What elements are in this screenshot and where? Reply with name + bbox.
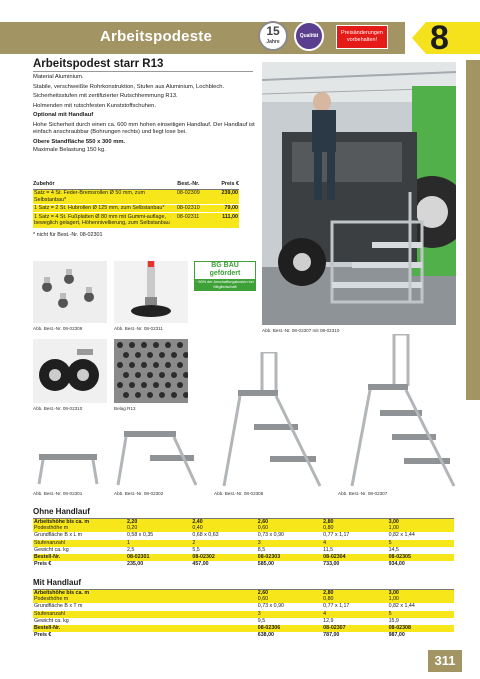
warranty-seal-icon: [258, 21, 288, 51]
cell: 08-02304: [323, 553, 346, 560]
cell: 3: [257, 610, 261, 617]
row-label: Grundfläche B x T m: [34, 603, 83, 610]
header-value: 2,20: [127, 519, 138, 525]
cell: 08-02303: [257, 553, 281, 560]
row-label: Bestell-Nr.: [34, 624, 61, 631]
castor-wheels-image: [33, 261, 107, 323]
header-value: 2,40: [192, 519, 203, 525]
cell: 0,82 x 1,44: [388, 603, 415, 610]
cell: 14,5: [388, 546, 399, 553]
table-row: [33, 540, 454, 547]
header-label: Arbeitshöhe bis ca. m: [34, 590, 90, 596]
table-row: [33, 547, 454, 554]
page-number: 311: [428, 650, 462, 672]
castor-set-photo: [33, 261, 107, 323]
header-value: 2,80: [323, 590, 334, 596]
table-row: [33, 532, 454, 539]
cell: 0,73 x 0,90: [257, 603, 284, 610]
table-row: [33, 603, 454, 610]
option-title: Optional mit Handlauf: [33, 112, 94, 119]
bg-bau-title: BG BAU gefördert: [194, 261, 256, 279]
accessory-number: 08-02310: [176, 205, 200, 212]
cell: 0,80: [323, 525, 334, 532]
spec-table-mit: [33, 589, 454, 639]
feet-text: Holmenden mit rutschfesten Kunststoffschuhen.: [33, 102, 156, 109]
chapter-number: 8: [430, 19, 449, 57]
row-label: Preis €: [34, 561, 52, 568]
cell: [192, 625, 257, 632]
lift-wheels-image: [33, 339, 107, 403]
caption-step-3: Abb. Best.-Nr. 08-02306: [214, 491, 264, 496]
cell: 11,5: [323, 546, 334, 553]
seal-years: 15: [266, 23, 280, 38]
material-text: Material Aluminium.: [33, 74, 84, 80]
cell: 2: [192, 539, 196, 546]
step-2-image: [114, 425, 200, 488]
cell: 0,73 x 0,90: [257, 532, 284, 539]
accessory-price: 239,00: [221, 190, 239, 197]
cell: [192, 618, 257, 625]
main-product-photo: [262, 62, 456, 325]
construction-text: Stabile, verschweißte Rohrkonstruktion, Stufen aus Aluminium, Lochblech.: [33, 83, 225, 90]
cell: 08-02302: [192, 553, 215, 560]
accessory-note: * nicht für Best.-Nr. 08-02301: [33, 231, 103, 238]
table-row: [33, 596, 454, 603]
table-row: [33, 611, 454, 618]
cell: 0,58 x 0,35: [127, 532, 154, 539]
accessory-header-name: Zubehör: [33, 181, 55, 187]
cell: 0,40: [192, 525, 203, 532]
table-row: [33, 213, 239, 228]
cell: 12,9: [323, 617, 334, 624]
cell: 733,00: [323, 561, 340, 568]
cell: 0,60: [257, 596, 269, 603]
cell: 1,00: [388, 596, 399, 603]
table-row: [33, 632, 454, 639]
table-header-row: [33, 589, 454, 596]
header-label: Arbeitshöhe bis ca. m: [34, 519, 90, 525]
table-row: [33, 561, 454, 568]
cell: 987,00: [388, 632, 405, 639]
cell: 8,5: [257, 546, 266, 553]
table-row: [33, 618, 454, 625]
bg-bau-badge: [194, 261, 256, 293]
cell: 934,00: [388, 561, 405, 568]
caption-step-4: Abb. Best.-Nr. 08-02307: [338, 491, 388, 496]
row-label: Grundfläche B x L m: [34, 532, 83, 539]
caption-step-2: Abb. Best.-Nr. 08-02302: [114, 491, 164, 496]
cell: 5: [388, 539, 392, 546]
cell: 3: [257, 539, 261, 546]
cell: 4: [323, 539, 327, 546]
option-text: Hohe Sicherheit durch einen ca. 600 mm hohen einseitigen Handlauf. Der Handlauf ist einfach anschraubbar (Bohrungen rechts) und liegt lose bei.: [33, 121, 255, 136]
cell: 5: [388, 610, 392, 617]
price-change-note: Preisänderungen vorbehalten!: [336, 25, 388, 49]
header-value: 2,60: [257, 519, 269, 525]
table-row: [33, 554, 454, 561]
page-header: [0, 0, 480, 58]
accessory-name: 1 Satz = 2 St. Hubrollen Ø 125 mm, zum Selbstanbau*: [34, 205, 165, 212]
product-title: Arbeitspodest starr R13: [33, 58, 164, 70]
cell: 5,5: [192, 546, 200, 553]
product-description: [33, 74, 255, 156]
cell: 787,00: [323, 632, 340, 639]
table-row: [33, 205, 239, 214]
bg-bau-text: ~50% der Anschaffungskosten bei Mitgliedschaft: [194, 279, 256, 291]
cell: 638,00: [257, 632, 274, 639]
table-row: [33, 625, 454, 632]
title-divider: [33, 71, 253, 72]
header-value: 2,60: [257, 590, 269, 596]
cell: 1,00: [388, 525, 399, 532]
perforated-tread-image: [114, 339, 188, 403]
table-title-ohne: Ohne Handlauf: [33, 507, 90, 516]
row-label: Stufenanzahl: [34, 610, 65, 617]
cell: [192, 611, 257, 618]
cell: [127, 625, 192, 632]
foot-plate-image: [114, 261, 188, 323]
caption-foot-plate: Abb. Best.-Nr. 08-02311: [114, 326, 163, 331]
cell: 4: [323, 610, 327, 617]
table-title-mit: Mit Handlauf: [33, 578, 81, 587]
cell: 0,20: [127, 525, 138, 532]
accessory-name: 1 Satz = 4 St. Fußplatten Ø 80 mm mit Gummi-auflage, beweglich gelagert, Höhennivellierung, zum Selbstanbau: [34, 213, 170, 227]
cell: 457,00: [192, 561, 209, 568]
row-label: Stufenanzahl: [34, 539, 65, 546]
row-label: Podesthöhe m: [34, 525, 69, 532]
accessory-number: 08-02309: [176, 190, 200, 197]
certification-text: Sicherheitsstufen mit zertifizierter Rutschhemmung R13.: [33, 93, 178, 100]
table-header-row: [33, 518, 454, 525]
cell: 08-02306: [257, 624, 281, 631]
accessory-header-number: Best.-Nr.: [177, 181, 200, 187]
cell: [127, 632, 192, 639]
step-4-handrail-image: [338, 334, 458, 488]
side-strip: [466, 60, 480, 400]
seal-label: Jahre: [266, 38, 280, 45]
step-3-handrail-image: [214, 352, 324, 488]
cell: 9,5: [257, 617, 266, 624]
cell: 2,5: [127, 546, 135, 553]
cell: 585,00: [257, 561, 274, 568]
accessory-price: 79,00: [224, 205, 239, 212]
row-label: Preis €: [34, 632, 52, 639]
cell: 235,00: [127, 561, 144, 568]
cell: [192, 632, 257, 639]
spec-table-ohne: [33, 518, 454, 568]
row-label: Gewicht ca. kg: [34, 617, 69, 624]
accessory-price: 111,00: [222, 213, 239, 220]
cell: 0,77 x 1,17: [323, 603, 350, 610]
accessory-name: Satz = 4 St. Feder-Bremsrollen Ø 50 mm, zum Selbstanbau*: [34, 190, 145, 203]
caption-main-photo: Abb. Best.-Nr. 08-02307 mit 08-02310: [262, 328, 340, 333]
max-load: Maximale Belastung 150 kg.: [33, 146, 106, 153]
row-label: Bestell-Nr.: [34, 553, 61, 560]
step-1-image: [33, 440, 103, 488]
caption-castors: Abb. Best.-Nr. 08-02309: [33, 326, 83, 331]
quality-seal-label: Qualität: [299, 33, 319, 39]
lift-wheel-photo: [33, 339, 107, 403]
cell: 0,80: [323, 596, 334, 603]
header-value: 3,00: [388, 590, 399, 596]
tread-pattern-photo: [114, 339, 188, 403]
cell: [127, 603, 192, 610]
accessory-number: 08-02311: [176, 213, 200, 220]
page-title: Arbeitspodeste: [100, 28, 212, 45]
cell: 15,9: [388, 617, 399, 624]
cell: [127, 618, 192, 625]
cell: 08-02305: [388, 553, 411, 560]
cell: 0,60: [257, 525, 269, 532]
row-label: Podesthöhe m: [34, 596, 69, 603]
header-value: 2,80: [323, 519, 334, 525]
cell: 08-02308: [388, 624, 411, 631]
cell: 08-02301: [127, 553, 150, 560]
cell: 0,82 x 1,44: [388, 532, 415, 539]
cell: 08-02307: [323, 624, 346, 631]
cell: 0,77 x 1,17: [323, 532, 350, 539]
foot-plate-photo: [114, 261, 188, 323]
caption-tread: Belag R13: [114, 406, 136, 411]
accessory-header-row: [33, 181, 239, 190]
table-row: [33, 525, 454, 532]
accessory-header-price: Preis €: [221, 181, 239, 187]
platform-size: Obere Standfläche 550 x 300 mm.: [33, 138, 126, 145]
tractor-scene-image: [262, 62, 456, 325]
table-row: [33, 190, 239, 205]
cell: [127, 611, 192, 618]
caption-step-1: Abb. Best.-Nr. 08-02301: [33, 491, 83, 496]
row-label: Gewicht ca. kg: [34, 546, 69, 553]
cell: 1: [127, 539, 130, 546]
cell: 0,68 x 0,63: [192, 532, 219, 539]
header-value: 3,00: [388, 519, 399, 525]
caption-lift-wheels: Abb. Best.-Nr. 08-02310: [33, 406, 83, 411]
accessory-table: [33, 181, 239, 238]
cell: [192, 596, 257, 603]
cell: [192, 603, 257, 610]
quality-seal-icon: [294, 21, 324, 51]
cell: [127, 596, 192, 603]
